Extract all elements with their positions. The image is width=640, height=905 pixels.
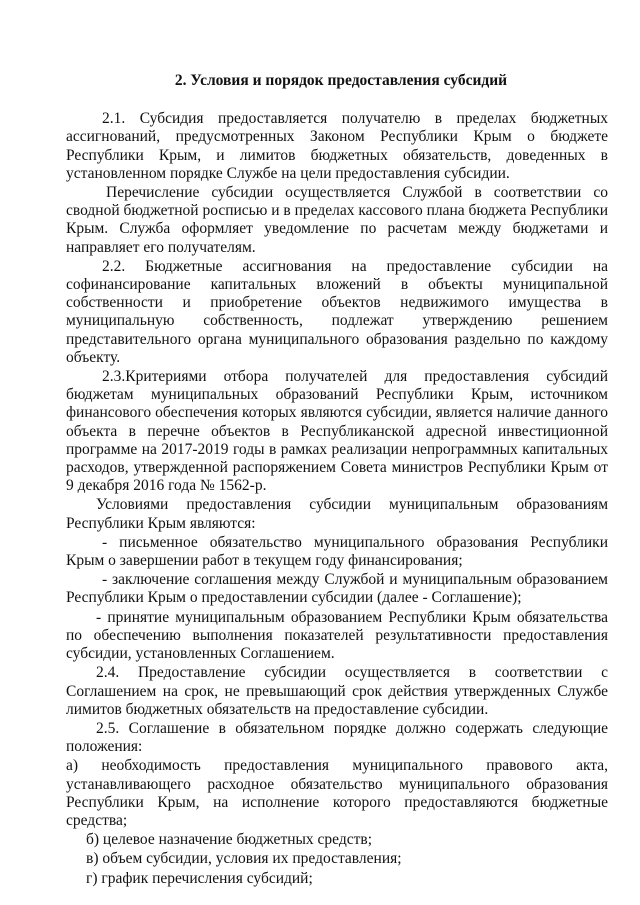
paragraph-2-1: 2.1. Субсидия предоставляется получателю в пределах бюджетных ассигнований, предусмотренных Законом Республики Крым о бюджете Республики Крым, и лимитов бюджетных обязательств, доведенных в установленном порядке Службе на цели предоставления субсидии. (66, 110, 608, 182)
condition-item: - письменное обязательство муниципального образования Республики Крым о завершении работ в текущем году финансирования; (66, 533, 608, 570)
paragraph-2-5: 2.5. Соглашение в обязательном порядке должно содержать следующие положения: (66, 719, 608, 756)
agreement-item-g: г) график перечисления субсидий; (86, 869, 313, 887)
document-page (66, 72, 608, 889)
paragraph-2-2: 2.2. Бюджетные ассигнования на предоставление субсидии на софинансирование капитальных вложений в объекты муниципальной собственности и приобретение объектов недвижимого имущества в муниципальную собственность, подлежат утверждению решением представительного органа муниципального образования раздельно по каждому объекту. (66, 257, 608, 366)
paragraph-conditions: Условиями предоставления субсидии муниципальным образованиям Республики Крым являются: (66, 496, 608, 532)
condition-item: - принятие муниципальным образованием Республики Крым обязательства по обеспечению выполнения показателей результативности предоставления субсидии, установленных Соглашением. (66, 608, 608, 663)
section-title: 2. Условия и порядок предоставления субсидий (174, 72, 508, 89)
paragraph-2-1-transfer: Перечисление субсидии осуществляется Службой в соответствии со сводной бюджетной росписью и в пределах кассового плана бюджета Республики Крым. Служба оформляет уведомление по расчетам между бюджетами и направляет его получателям. (66, 184, 608, 256)
agreement-item-a: а) необходимость предоставления муниципального правового акта, устанавливающего расходное обязательство муниципального образования Республики Крым, на исполнение которого предоставляются бюджетные средства; (66, 757, 608, 829)
condition-item: - заключение соглашения между Службой и муниципальным образованием Республики Крым о предоставлении субсидии (далее - Соглашение); (66, 571, 608, 607)
paragraph-2-3: 2.3.Критериями отбора получателей для предоставления субсидий бюджетам муниципальных образований Республики Крым, источником финансового обеспечения которых являются субсидии, является наличие данного объекта в перечне объектов в Республиканской адресной инвестиционной программе на 2017-2019 годы в рамках реализации непрограммных капитальных расходов, утвержденной распоряжением Совета министров Республики Крым от 9 декабря 2016 года № 1562-р. (66, 368, 608, 495)
paragraph-2-4: 2.4. Предоставление субсидии осуществляется в соответствии с Соглашением на срок, не превышающий срок действия утвержденных Службе лимитов бюджетных обязательств на предоставление субсидии. (66, 664, 608, 718)
agreement-item-b: б) целевое назначение бюджетных средств; (86, 831, 373, 849)
agreement-item-v: в) объем субсидии, условия их предоставления; (86, 850, 402, 868)
